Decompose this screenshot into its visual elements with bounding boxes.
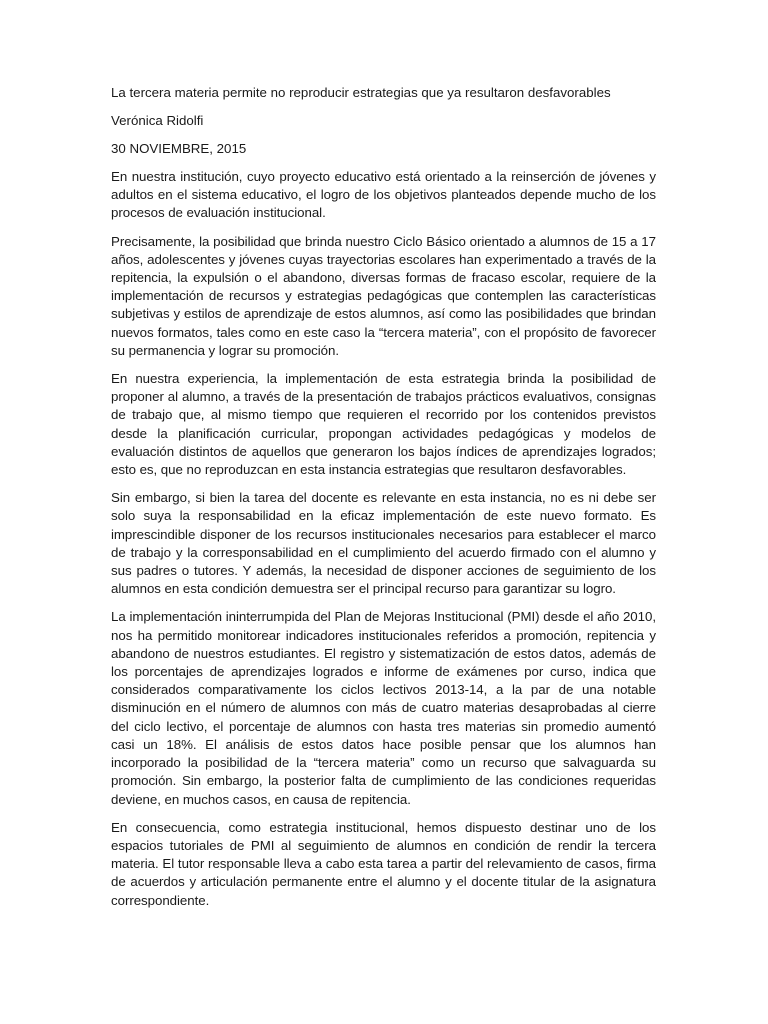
- paragraph-1: En nuestra institución, cuyo proyecto educativo está orientado a la reinserción de jóvenes y adultos en el sistema educativo, el logro de los objetivos planteados depende mucho de los procesos de evaluación institucional.: [111, 169, 656, 221]
- document-author: Verónica Ridolfi: [111, 113, 204, 128]
- document-date: 30 NOVIEMBRE, 2015: [111, 141, 247, 156]
- document-title: La tercera materia permite no reproducir estrategias que ya resultaron desfavorables: [111, 85, 611, 100]
- paragraph-2: Precisamente, la posibilidad que brinda nuestro Ciclo Básico orientado a alumnos de 15 a 17 años, adolescentes y jóvenes cuyas trayectorias escolares han experimentado a través de la repitencia, la expulsión o el abandono, diversas formas de fracaso escolar, requiere de la implementación de recursos y estrategias pedagógicas que contemplen las características subjetivas y estilos de aprendizaje de estos alumnos, así como las posibilidades que brindan nuevos formatos, tales como en este caso la “tercera materia”, con el propósito de favorecer su permanencia y lograr su promoción.: [111, 233, 656, 358]
- paragraph-4: Sin embargo, si bien la tarea del docente es relevante en esta instancia, no es ni debe ser solo suya la responsabilidad en la eficaz implementación de este nuevo formato. Es imprescindible disponer de los recursos institucionales necesarios para establecer el marco de trabajo y la corresponsabilidad en el cumplimiento del acuerdo firmado con el alumno y sus padres o tutores. Y además, la necesidad de disponer acciones de seguimiento de los alumnos en esta condición demuestra ser el principal recurso para garantizar su logro.: [111, 490, 656, 597]
- paragraph-6: En consecuencia, como estrategia institucional, hemos dispuesto destinar uno de los espacios tutoriales de PMI al seguimiento de alumnos en condición de rendir la tercera materia. El tutor responsable lleva a cabo esta tarea a partir del relevamiento de casos, firma de acuerdos y articulación permanente entre el alumno y el docente titular de la asignatura correspondiente.: [111, 819, 656, 908]
- paragraph-3: En nuestra experiencia, la implementación de esta estrategia brinda la posibilidad de proponer al alumno, a través de la presentación de trabajos prácticos evaluativos, consignas de trabajo que, al mismo tiempo que requieren el recorrido por los contenidos previstos desde la planificación curricular, propongan actividades pedagógicas y modelos de evaluación distintos de aquellos que generaron los bajos índices de aprendizajes logrados; esto es, que no reproduzcan en esta instancia estrategias que resultaron desfavorables.: [111, 371, 656, 478]
- paragraph-5: La implementación ininterrumpida del Plan de Mejoras Institucional (PMI) desde el año 2010, nos ha permitido monitorear indicadores institucionales referidos a promoción, repitencia y abandono de nuestros estudiantes. El registro y sistematización de estos datos, además de los porcentajes de aprendizajes logrados e informe de exámenes por curso, indica que considerados comparativamente los ciclos lectivos 2013-14, a la par de una notable disminución en el número de alumnos con más de cuatro materias desaprobadas al cierre del ciclo lectivo, el porcentaje de alumnos con hasta tres materias sin promedio aumentó casi un 18%. El análisis de estos datos hace posible pensar que los alumnos han incorporado la posibilidad de la “tercera materia” como un recurso que salvaguarda su promoción. Sin embargo, la posterior falta de cumplimiento de las condiciones requeridas deviene, en muchos casos, en causa de repitencia.: [111, 609, 656, 807]
